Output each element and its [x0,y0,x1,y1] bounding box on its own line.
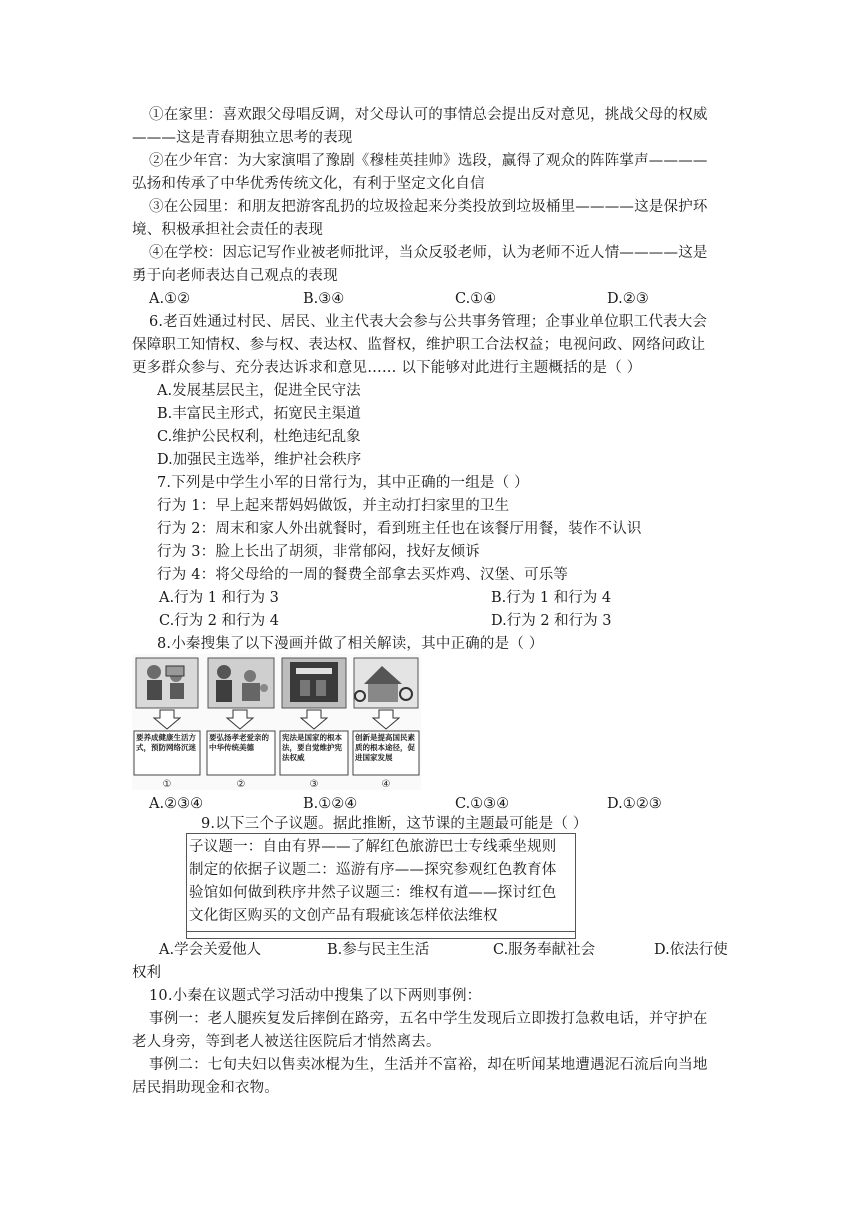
q6-option-a: A.发展基层民主，促进全民守法 [157,383,361,399]
comic-caption-4: 创新是提高国民素质的根本途径，促进国家发展 [355,733,415,762]
q10-case-1-line-2: 老人身旁，等到老人被送往医院后才悄然离去。 [132,1034,441,1050]
q9-stem: 9.以下三个子议题。据此推断，这节课的主题最可能是（ ） [201,816,588,832]
q9-box-line-1: 子议题一：自由有界——了解红色旅游巴士专线乘坐规则 [189,839,557,855]
q7-behavior-1: 行为 1：早上起来帮妈妈做饭，并主动打扫家里的卫生 [157,498,510,514]
q7-option-c: C.行为 2 和行为 4 [159,613,279,629]
q5-line-8: 勇于向老师表达自己观点的表现 [132,268,338,284]
q5-option-a: A.①② [149,291,191,307]
q9-box-line-2: 制定的依据子议题二：巡游有序——探究参观红色教育体 [189,862,557,878]
q5-line-2: ———这是青春期独立思考的表现 [132,130,353,146]
q9-option-a: A.学会关爱他人 [159,942,262,958]
q9-option-b: B.参与民主生活 [327,942,430,958]
q8-option-d: D.①②③ [607,796,662,812]
q6-option-c: C.维护公民权利，杜绝违纪乱象 [157,429,361,445]
comic-caption-1: 要养成健康生活方式，预防网络沉迷 [136,733,196,752]
comic-number-4: ④ [381,779,391,790]
q5-line-5: ③在公园里：和朋友把游客乱扔的垃圾捡起来分类投放到垃圾桶里————这是保护环 [149,199,708,215]
q9-box-line-3: 验馆如何做到秩序井然子议题三：维权有道——探讨红色 [189,885,557,901]
comic-number-2: ② [236,779,246,790]
q7-option-b: B.行为 1 和行为 4 [491,590,612,606]
q6-line-1: 6.老百姓通过村民、居民、业主代表大会参与公共事务管理；企事业单位职工代表大会 [149,314,708,330]
q6-line-3: 更多群众参与、充分表达诉求和意见…… 以下能够对此进行主题概括的是（ ） [132,360,642,376]
q9-subtopics-box [186,833,576,939]
q9-box-line-4: 文化街区购买的文创产品有瑕疵该怎样依法维权 [189,908,498,924]
q9-box-divider [187,931,575,932]
comic-strip-image [132,654,421,790]
comic-number-3: ③ [309,779,319,790]
q6-line-2: 保障职工知情权、参与权、表达权、监督权，维护职工合法权益；电视问政、网络问政让 [132,337,706,353]
q5-line-4: 弘扬和传承了中华优秀传统文化，有利于坚定文化自信 [132,176,485,192]
q6-option-d: D.加强民主选举，维护社会秩序 [157,452,362,468]
comic-caption-3: 宪法是国家的根本法，要自觉维护宪法权威 [282,733,342,762]
q10-stem: 10.小秦在议题式学习活动中搜集了以下两则事例： [149,988,482,1004]
q10-case-1-line-1: 事例一：老人腿疾复发后摔倒在路旁，五名中学生发现后立即拨打急救电话，并守护在 [149,1011,708,1027]
q5-line-3: ②在少年宫：为大家演唱了豫剧《穆桂英挂帅》选段，赢得了观众的阵阵掌声———— [149,153,708,169]
q10-case-2-line-2: 居民捐助现金和衣物。 [132,1080,279,1096]
q5-option-c: C.①④ [455,291,497,307]
q7-option-d: D.行为 2 和行为 3 [491,613,612,629]
q7-behavior-2: 行为 2：周末和家人外出就餐时，看到班主任也在该餐厅用餐，装作不认识 [157,521,642,537]
comic-caption-2: 要弘扬孝老爱亲的中华传统美德 [209,733,269,752]
q10-case-2-line-1: 事例二：七旬夫妇以售卖冰棍为生，生活并不富裕，却在听闻某地遭遇泥石流后向当地 [149,1057,708,1073]
q5-line-1: ①在家里：喜欢跟父母唱反调，对父母认可的事情总会提出反对意见，挑战父母的权威 [149,107,708,123]
q5-option-b: B.③④ [303,291,345,307]
q5-option-d: D.②③ [607,291,649,307]
q7-option-a: A.行为 1 和行为 3 [159,590,279,606]
q8-option-c: C.①③④ [455,796,510,812]
q5-line-7: ④在学校：因忘记写作业被老师批评，当众反驳老师，认为老师不近人情————这是 [149,245,708,261]
q9-option-d-wrap: 权利 [132,965,161,981]
q6-option-b: B.丰富民主形式，拓宽民主渠道 [157,406,361,422]
q8-stem: 8.小秦搜集了以下漫画并做了相关解读，其中正确的是（ ） [157,636,544,652]
q5-line-6: 境、积极承担社会责任的表现 [132,222,324,238]
comic-number-1: ① [162,779,172,790]
q8-option-a: A.②③④ [149,796,204,812]
q8-option-b: B.①②④ [303,796,358,812]
q9-option-c: C.服务奉献社会 [493,942,596,958]
q7-behavior-3: 行为 3：脸上长出了胡须，非常郁闷，找好友倾诉 [157,544,480,560]
q7-behavior-4: 行为 4：将父母给的一周的餐费全部拿去买炸鸡、汉堡、可乐等 [157,567,569,583]
q9-option-d: D.依法行使 [654,942,728,958]
q7-stem: 7.下列是中学生小军的日常行为，其中正确的一组是（ ） [157,475,529,491]
